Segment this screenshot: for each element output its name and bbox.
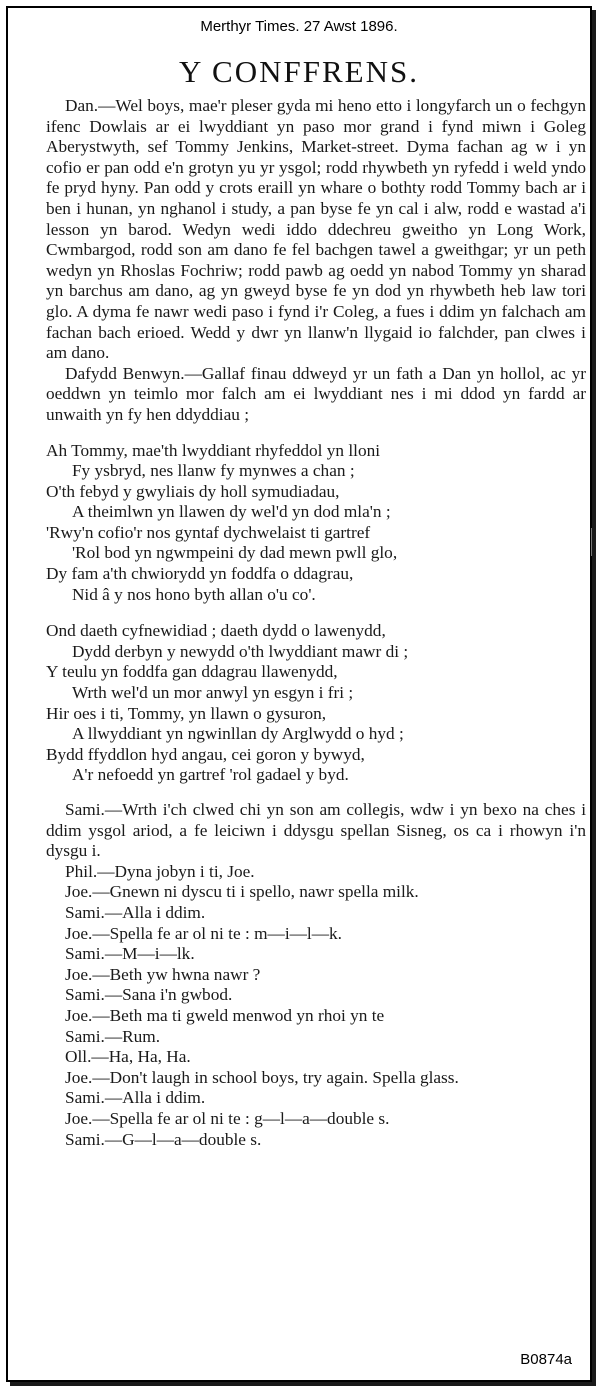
column-rule	[591, 528, 592, 556]
dialogue-line: Joe.—Don't laugh in school boys, try again. Spella glass.	[65, 1067, 459, 1087]
poem-stanza-1	[46, 441, 586, 606]
paragraph-dan: Dan.—Wel boys, mae'r pleser gyda mi heno etto i longyfarch un o fechgyn ifenc Dowlais ar ei lwyddiant yn paso mor grand i fynd miwn i Goleg Aberystwyth, sef Tommy Jenkins, Market-street. Dyma fachan ag w i yn cofio er pan odd e'n grotyn yu yr ysgol; rodd rhywbeth yn ryfedd i weld yndo fe pryd hyny. Pan odd y crots eraill yn whare o bothty rodd Tommy bach ar i ben i hunan, yn nghanol i study, a pan byse fe yn cal i alw, rodd e wastad a'i lesson yn barod. Wedyn wedi iddo ddechreu gweitho yn Long Work, Cwmbargod, rodd son am dano fe fel bachgen tawel a gweithgar; yr un peth wedyn yn Rhoslas Fochriw; rodd pawb ag oedd yn nabod Tommy yn sharad yn barchus am dano, ag yn gweyd byse fe yn dod yn rhywbeth heb law tori glo. A dyma fe nawr wedi paso i fynd i'r Coleg, a fues i ddim yn falchach am fachan bach erioed. Wedd y dwr yn llanw'n llygaid io falchder, pan clwes i am dano.	[46, 96, 586, 363]
reference-code: B0874a	[520, 1351, 572, 1368]
dialogue-line: Joe.—Spella fe ar ol ni te : m—i—l—k.	[65, 923, 342, 943]
poem-line: Hir oes i ti, Tommy, yn llawn o gysuron,	[46, 703, 327, 723]
clipping-frame	[6, 6, 592, 1382]
poem-line: Fy ysbryd, nes llanw fy mynwes a chan ;	[71, 461, 355, 481]
dialogue-line: Joe.—Gnewn ni dyscu ti i spello, nawr spella milk.	[65, 882, 419, 902]
poem-line: A'r nefoedd yn gartref 'rol gadael y byd.	[71, 765, 349, 785]
poem-line: Ah Tommy, mae'th lwyddiant rhyfeddol yn lloni	[46, 440, 381, 460]
poem-line: A llwyddiant yn ngwinllan dy Arglwydd o hyd ;	[71, 724, 404, 744]
dialogue-line: Sami.—Rum.	[65, 1026, 161, 1046]
article-column	[46, 96, 586, 1150]
poem-stanza-2	[46, 621, 586, 786]
dialogue-line: Sami.—Wrth i'ch clwed chi yn son am collegis, wdw i yn bexo na ches i ddim ysgol ariod, a fe leiciwn i ddysgu spellan Sisneg, os ca i rhowyn i'n dysgu i.	[46, 800, 586, 861]
poem-line: Bydd ffyddlon hyd angau, cei goron y bywyd,	[46, 744, 365, 764]
article-title: Y CONFFRENS.	[179, 54, 419, 89]
dialogue-line: Sami.—Sana i'n gwbod.	[65, 985, 233, 1005]
source-caption: Merthyr Times. 27 Awst 1896.	[200, 18, 398, 35]
paragraph-dafydd: Dafydd Benwyn.—Gallaf finau ddweyd yr un fath a Dan yn hollol, ac yr oeddwn yn teimlo mor falch am ei lwyddiant nes i mi ddod yn fardd ar unwaith yn fy hen ddyddiau ;	[46, 363, 586, 424]
dialogue-line: Joe.—Beth yw hwna nawr ?	[65, 964, 261, 984]
dialogue-line: Joe.—Spella fe ar ol ni te : g—l—a—double s.	[65, 1108, 390, 1128]
dialogue-line: Sami.—Alla i ddim.	[65, 902, 206, 922]
dialogue-line: Oll.—Ha, Ha, Ha.	[65, 1047, 191, 1067]
poem-line: Ond daeth cyfnewidiad ; daeth dydd o lawenydd,	[46, 621, 386, 641]
poem-line: 'Rol bod yn ngwmpeini dy dad mewn pwll glo,	[71, 543, 398, 563]
poem-line: Y teulu yn foddfa gan ddagrau llawenydd,	[46, 662, 338, 682]
dialogue-line: Sami.—Alla i ddim.	[65, 1088, 206, 1108]
dialogue-line: Sami.—G—l—a—double s.	[65, 1129, 262, 1149]
dialogue-line: Joe.—Beth ma ti gweld menwod yn rhoi yn te	[65, 1005, 385, 1025]
stanza-gap	[46, 605, 586, 621]
dialogue	[46, 800, 586, 1150]
poem-line: 'Rwy'n cofio'r nos gyntaf dychwelaist ti gartref	[46, 522, 371, 542]
poem-line: Dydd derbyn y newydd o'th lwyddiant mawr di ;	[71, 641, 409, 661]
dialogue-line: Phil.—Dyna jobyn i ti, Joe.	[65, 861, 255, 881]
poem-line: O'th febyd y gwyliais dy holl symudiadau,	[46, 481, 340, 501]
poem-line: A theimlwn yn llawen dy wel'd yn dod mla'n ;	[71, 502, 391, 522]
dialogue-line: Sami.—M—i—lk.	[65, 944, 195, 964]
poem-line: Dy fam a'th chwiorydd yn foddfa o ddagrau,	[46, 564, 354, 584]
poem	[46, 441, 586, 787]
poem-line: Wrth wel'd un mor anwyl yn esgyn i fri ;	[71, 683, 354, 703]
poem-line: Nid â y nos hono byth allan o'u co'.	[71, 584, 316, 604]
